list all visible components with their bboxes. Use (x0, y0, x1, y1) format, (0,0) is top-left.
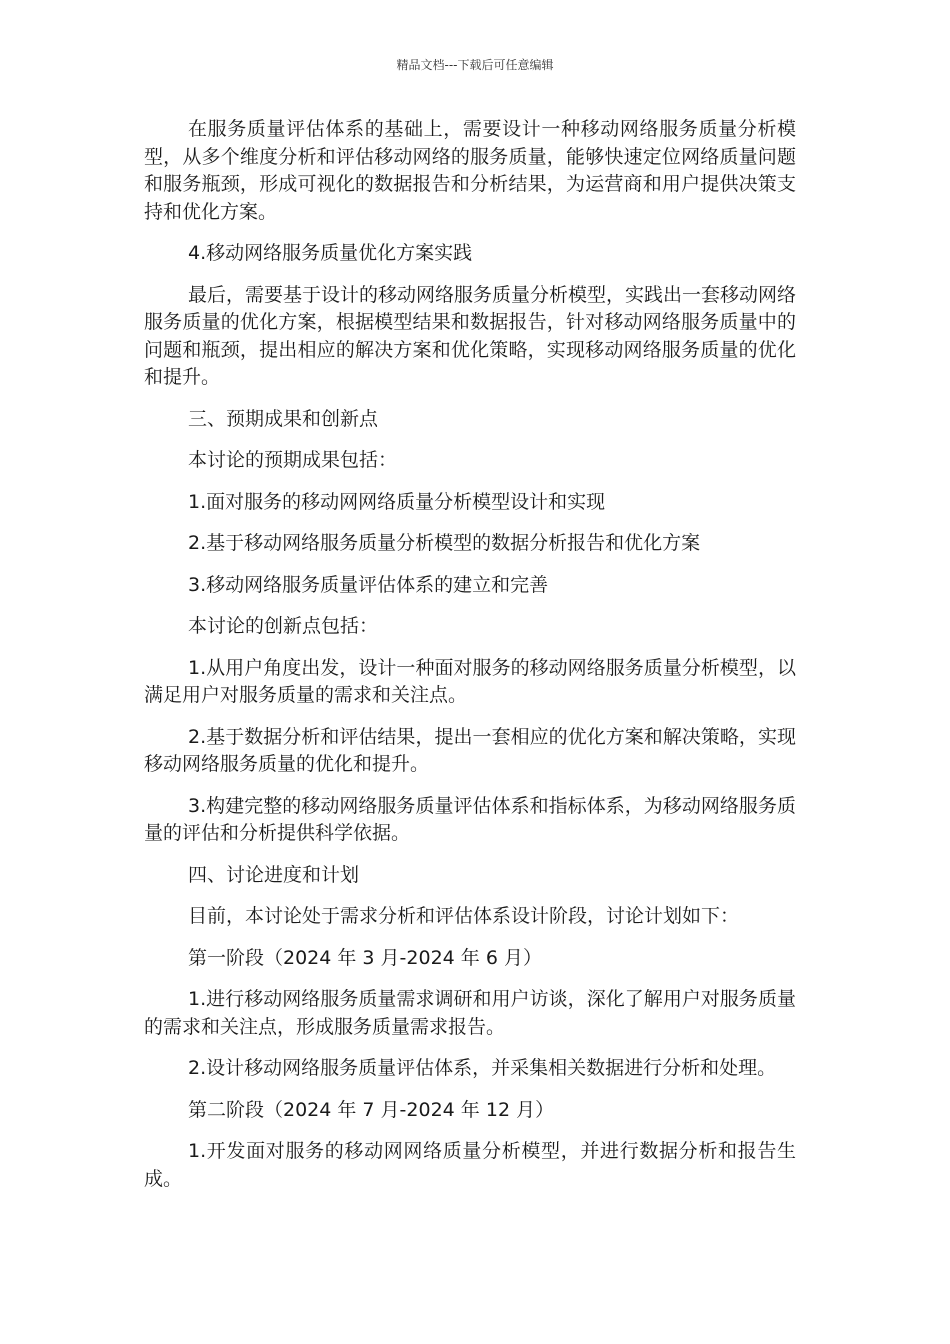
paragraph-plan-intro: 目前，本讨论处于需求分析和评估体系设计阶段，讨论计划如下： (188, 905, 740, 927)
list-item-expected-2: 2.基于移动网络服务质量分析模型的数据分析报告和优化方案 (188, 532, 701, 554)
list-item-phase1-1: 1.进行移动网络服务质量需求调研和用户访谈，深化了解用户对服务质量的需求和关注点，形成服务质量需求报告。 (144, 988, 796, 1038)
paragraph-model-design: 在服务质量评估体系的基础上，需要设计一种移动网络服务质量分析模型，从多个维度分析和评估移动网络的服务质量，能够快速定位网络质量问题和服务瓶颈，形成可视化的数据报告和分析结果，为运营商和用户提供决策支持和优化方案。 (144, 118, 796, 223)
list-item-expected-3: 3.移动网络服务质量评估体系的建立和完善 (188, 573, 549, 596)
list-item-expected-1: 1.面对服务的移动网网络质量分析模型设计和实现 (188, 490, 606, 513)
paragraph-innovation-intro: 本讨论的创新点包括： (188, 615, 379, 637)
list-item-phase1-2: 2.设计移动网络服务质量评估体系，并采集相关数据进行分析和处理。 (188, 1057, 777, 1079)
page-header: 精品文档---下载后可任意编辑 (396, 58, 554, 72)
list-item-innovation-1: 1.从用户角度出发，设计一种面对服务的移动网络服务质量分析模型，以满足用户对服务质量的需求和关注点。 (144, 656, 796, 706)
section-heading-expected-results: 三、预期成果和创新点 (188, 407, 379, 430)
paragraph-expected-results-intro: 本讨论的预期成果包括： (188, 449, 398, 471)
paragraph-optimization-practice: 最后，需要基于设计的移动网络服务质量分析模型，实践出一套移动网络服务质量的优化方案，根据模型结果和数据报告，针对移动网络服务质量中的问题和瓶颈，提出相应的解决方案和优化策略，实现移动网络服务质量的优化和提升。 (144, 283, 797, 388)
list-item-innovation-3: 3.构建完整的移动网络服务质量评估体系和指标体系，为移动网络服务质量的评估和分析提供科学依据。 (144, 794, 796, 844)
section-heading-progress-plan: 四、讨论进度和计划 (188, 863, 360, 886)
section-heading-optimization-practice: 4.移动网络服务质量优化方案实践 (188, 242, 473, 264)
phase-heading-2: 第二阶段（2024 年 7 月-2024 年 12 月） (188, 1098, 555, 1121)
document-body (144, 116, 796, 1207)
list-item-phase2-1: 1.开发面对服务的移动网网络质量分析模型，并进行数据分析和报告生成。 (144, 1140, 796, 1190)
list-item-innovation-2: 2.基于数据分析和评估结果，提出一套相应的优化方案和解决策略，实现移动网络服务质量的优化和提升。 (144, 725, 796, 775)
phase-heading-1: 第一阶段（2024 年 3 月-2024 年 6 月） (188, 946, 542, 969)
